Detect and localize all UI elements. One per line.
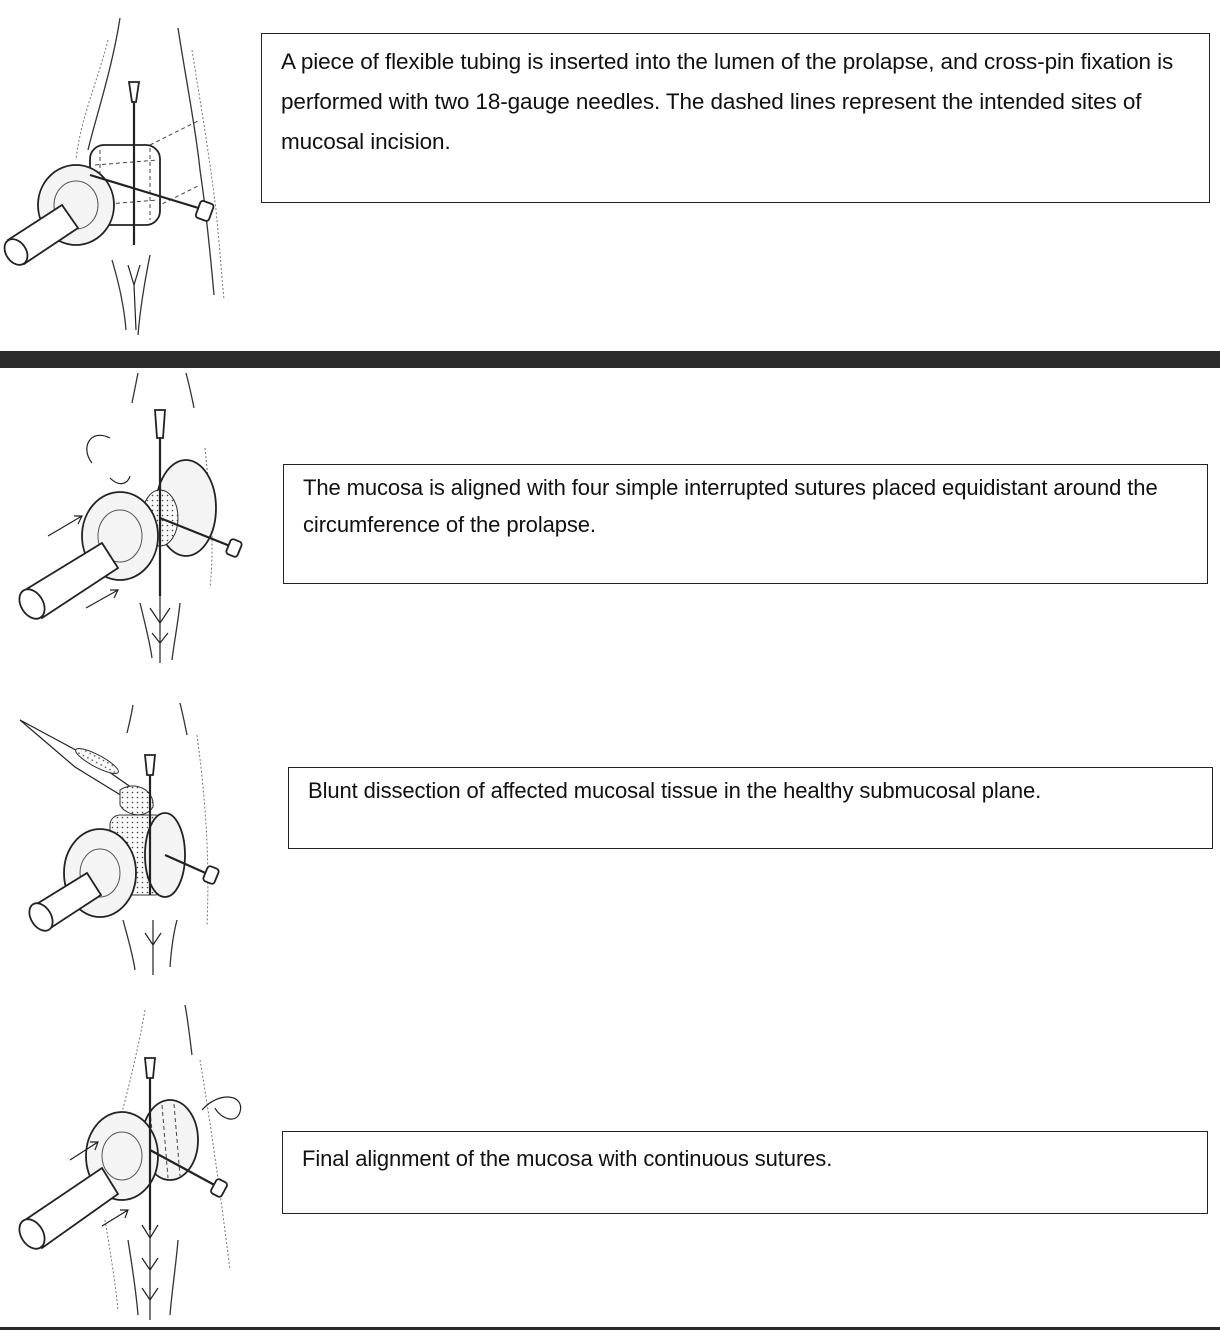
step-1-caption <box>261 33 1210 203</box>
step-2-caption-text: The mucosa is aligned with four simple interrupted sutures placed equidistant around the circumference of the prolapse. <box>303 475 1158 537</box>
blunt-dissection-illustration <box>15 695 245 980</box>
step-3-caption-text: Blunt dissection of affected mucosal tissue in the healthy submucosal plane. <box>308 778 1042 803</box>
step-3 <box>0 690 1220 990</box>
step-2-caption <box>283 464 1208 584</box>
step-4-caption <box>282 1131 1208 1214</box>
interrupted-sutures-illustration <box>10 368 250 668</box>
step-2 <box>0 368 1220 678</box>
step-1 <box>0 0 1220 351</box>
step-1-caption-text: A piece of flexible tubing is inserted into the lumen of the prolapse, and cross-pin fixation is performed with two 18-gauge needles. The dashed lines represent the intended sites of mucosal incision. <box>281 49 1174 154</box>
step-3-caption <box>288 767 1213 849</box>
continuous-sutures-illustration <box>10 1000 250 1325</box>
section-divider <box>0 351 1220 368</box>
prolapse-tubing-cross-pin-illustration <box>0 10 240 340</box>
step-4-caption-text: Final alignment of the mucosa with continuous sutures. <box>302 1146 833 1171</box>
step-4 <box>0 1000 1220 1325</box>
